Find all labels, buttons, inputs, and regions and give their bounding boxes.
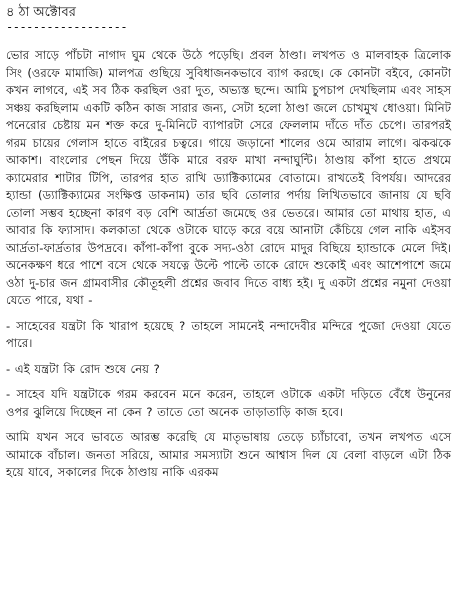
paragraph-morning: ভোর সাড়ে পাঁচটা নাগাদ ঘুম থেকে উঠে পড়েছি। প্রবল ঠাণ্ডা। লখপত ও মালবাহক ত্রিলোক সিং (ওরফে মামাজি) মালপত্র গুছিয়ে সুবিধাজনকভাবে ব্যাগ করছে। কে কোনটা বইবে, কোনটা কখন লাগবে, এই সব ঠিক করছিল ওরা দুত, অভ্যস্ত ছন্দে। আমি চুপচাপ দেখছিলাম এবং সাহস সঞ্চয় করছিলাম একটি কঠিন কাজ সারার জন্য, সেটা হলো ঠাণ্ডা জলে চোখমুখ ধোওয়া। মিনিট পনেরোর চেষ্টায় মন শক্ত করে দু-মিনিটে ব্যাপারটা সেরে ফেললাম দাঁতে দাঁত চেপে। তারপরই গরম চায়ের গেলাস হাতে বাইরের চত্বরে। গায়ে জড়ানো শালের ওমে আরাম লাগে। ঝকঝকে আকাশ। বাংলোর পেছন দিয়ে উঁকি মারে বরফ মাখা নন্দাঘুন্টি। ঠাণ্ডায় কাঁপা হাতে প্রথমে ক্যামেরার শাটার টিপি, তারপর হাত রাখি ড্যাক্টিক্যামের বোতামে। রাখতেই বিপর্যয়। আদরের হ্যান্ডা (ড্যাক্টিক্যামের সংক্ষিপ্ত ডাকনাম) তার ছবি তোলার পর্দায় লিখিতভাবে জানায় যে ছবি তোলা সম্ভব হচ্ছেনা কারণ বড় বেশি আর্দ্রতা জমেছে ওর ভেতরে। আমার তো মাথায় হাত, এ আবার কি ফ্যাসাদ। কলকাতা থেকে ওটাকে ঘাড়ে করে বয়ে আনাটা কেঁচিয়ে গেল নাকি এইসব আর্দ্রতা-ফার্দ্রতার উপদ্রবে। কাঁপা-কাঁপা বুকে সদ্য-ওঠা রোদে মাদুর বিছিয়ে হ্যান্ডাকে মেলে দিই। অনেকক্ষণ ধরে পাশে বসে থেকে সযত্নে উল্টে পাল্টে তাকে রোদে শুকোই এবং আশেপাশে জমে ওঠা দু-চার জন গ্রামবাসীর কৌতূহলী প্রশ্নের জবাব দিতে বাধ্য হই। দু একটা প্রশ্নের নমুনা দেওয়া যেতে পারে, যথা -	[6, 48, 451, 307]
question-1: - সাহেবের যন্ত্রটা কি খারাপ হয়েছে ? তাহলে সামনেই নন্দাদেবীর মন্দিরে পুজো দেওয়া যেতে পারে।	[6, 318, 451, 350]
question-3: - সাহেব যদি যন্ত্রটাকে গরম করবেন মনে করেন, তাহলে ওটাকে একটা দড়িতে বেঁধে উনুনের ওপর ঝুলিয়ে দিচ্ছেন না কেন ? তাতে তো অনেক তাড়াতাড়ি কাজ হবে।	[6, 387, 451, 419]
entry-date: ৪ ঠা অক্টোবর	[6, 5, 76, 20]
paragraph-rescue: আমি যখন সবে ভাবতে আরম্ভ করেছি যে মাতৃভাষায় তেড়ে চ্যাঁচাবো, তখন লখপত এসে আমাকে বাঁচাল। জনতা সরিয়ে, আমার সমস্যাটা শুনে আশ্বাস দিল যে বেলা বাড়লে এটা ঠিক হয়ে যাবে, সকালের দিকে ঠাণ্ডায় নাকি এরকম	[6, 430, 451, 479]
date-underline: ------------------	[6, 20, 128, 34]
question-2: - এই যন্ত্রটা কি রোদ শুষে নেয় ?	[6, 361, 160, 376]
